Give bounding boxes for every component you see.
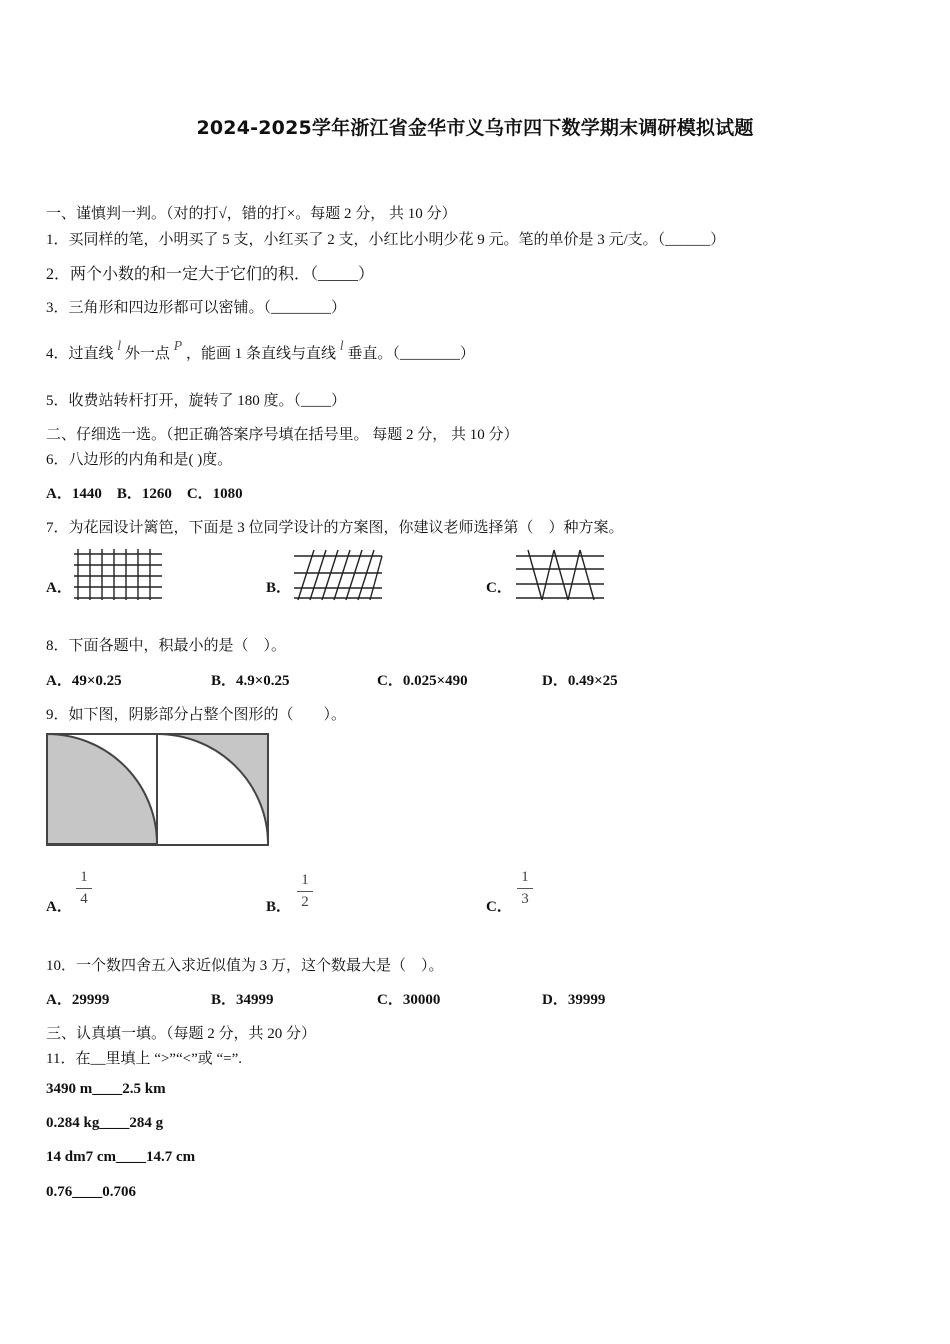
q7-option-c-label: C． — [486, 580, 512, 596]
question-1: 1．买同样的笔，小明买了 5 支，小红买了 2 支，小红比小明少花 9 元。笔的单价是 3 元/支。（______） — [46, 232, 726, 248]
section-3-heading: 三、认真填一填。（每题 2 分，共 20 分） — [46, 1026, 317, 1042]
q8-option-a: A．49×0.25 — [46, 673, 122, 689]
fraction-denominator: 3 — [521, 891, 529, 907]
shaded-quarter-circle-figure — [46, 733, 270, 847]
question-3: 3．三角形和四边形都可以密铺。（________） — [46, 300, 347, 316]
q9-option-a-label: A． — [46, 899, 72, 915]
question-9: 9．如下图，阴影部分占整个图形的（ ）。 — [46, 707, 347, 723]
fence-figure-b — [292, 546, 384, 602]
fraction-denominator: 4 — [80, 891, 88, 907]
q8-option-d: D．0.49×25 — [542, 673, 618, 689]
q4-text-a: 4．过直线 — [46, 346, 114, 362]
q4-line-l: l — [117, 339, 122, 354]
fence-figure-c — [514, 546, 606, 602]
section-2-heading: 二、仔细选一选。（把正确答案序号填在括号里。 每题 2 分， 共 10 分） — [46, 427, 519, 443]
q11-item-4: 0.76____0.706 — [46, 1184, 136, 1200]
fraction-one-half — [297, 872, 313, 911]
section-1-heading: 一、谨慎判一判。（对的打√，错的打×。每题 2 分， 共 10 分） — [46, 206, 457, 222]
question-8: 8．下面各题中，积最小的是（ ）。 — [46, 638, 287, 654]
question-6: 6．八边形的内角和是( )度。 — [46, 452, 233, 468]
fraction-one-third — [517, 869, 533, 908]
q11-item-2: 0.284 kg____284 g — [46, 1115, 164, 1131]
q4-line-l2: l — [339, 339, 344, 354]
page-title: 2024-2025学年浙江省金华市义乌市四下数学期末调研模拟试题 — [196, 117, 754, 139]
q4-point-p: P — [173, 339, 183, 354]
q10-option-d: D．39999 — [542, 992, 606, 1008]
fraction-one-quarter — [76, 869, 92, 908]
q4-text-d: 垂直。（________） — [347, 346, 475, 362]
q11-item-1: 3490 m____2.5 km — [46, 1081, 166, 1097]
q7-option-b-label: B． — [266, 580, 292, 596]
q9-option-c-label: C． — [486, 899, 512, 915]
question-11: 11．在__里填上 “>”“<”或 “=”. — [46, 1051, 243, 1067]
q7-option-a-label: A． — [46, 580, 72, 596]
q10-option-a: A．29999 — [46, 992, 110, 1008]
question-10: 10．一个数四舍五入求近似值为 3 万，这个数最大是（ ）。 — [46, 958, 444, 974]
fraction-numerator: 1 — [301, 872, 309, 888]
q10-option-b: B．34999 — [211, 992, 274, 1008]
q9-option-b-label: B． — [266, 899, 292, 915]
question-4 — [46, 339, 475, 363]
question-6-options: A．1440 B．1260 C．1080 — [46, 486, 243, 502]
question-7: 7．为花园设计篱笆，下面是 3 位同学设计的方案图，你建议老师选择第（ ）种方案。 — [46, 520, 624, 536]
q8-option-c: C．0.025×490 — [377, 673, 468, 689]
q8-option-b: B．4.9×0.25 — [211, 673, 290, 689]
question-2: 2．两个小数的和一定大于它们的积．（_____） — [46, 266, 375, 283]
q11-item-3: 14 dm7 cm____14.7 cm — [46, 1149, 196, 1165]
q4-text-b: 外一点 — [124, 346, 170, 362]
fraction-numerator: 1 — [80, 869, 88, 885]
q4-text-c: ，能画 1 条直线与直线 — [185, 346, 336, 362]
fence-figure-a — [72, 546, 164, 602]
fraction-numerator: 1 — [521, 869, 529, 885]
q10-option-c: C．30000 — [377, 992, 441, 1008]
question-5: 5．收费站转杆打开，旋转了 180 度。（____） — [46, 393, 347, 409]
fraction-denominator: 2 — [301, 894, 309, 910]
